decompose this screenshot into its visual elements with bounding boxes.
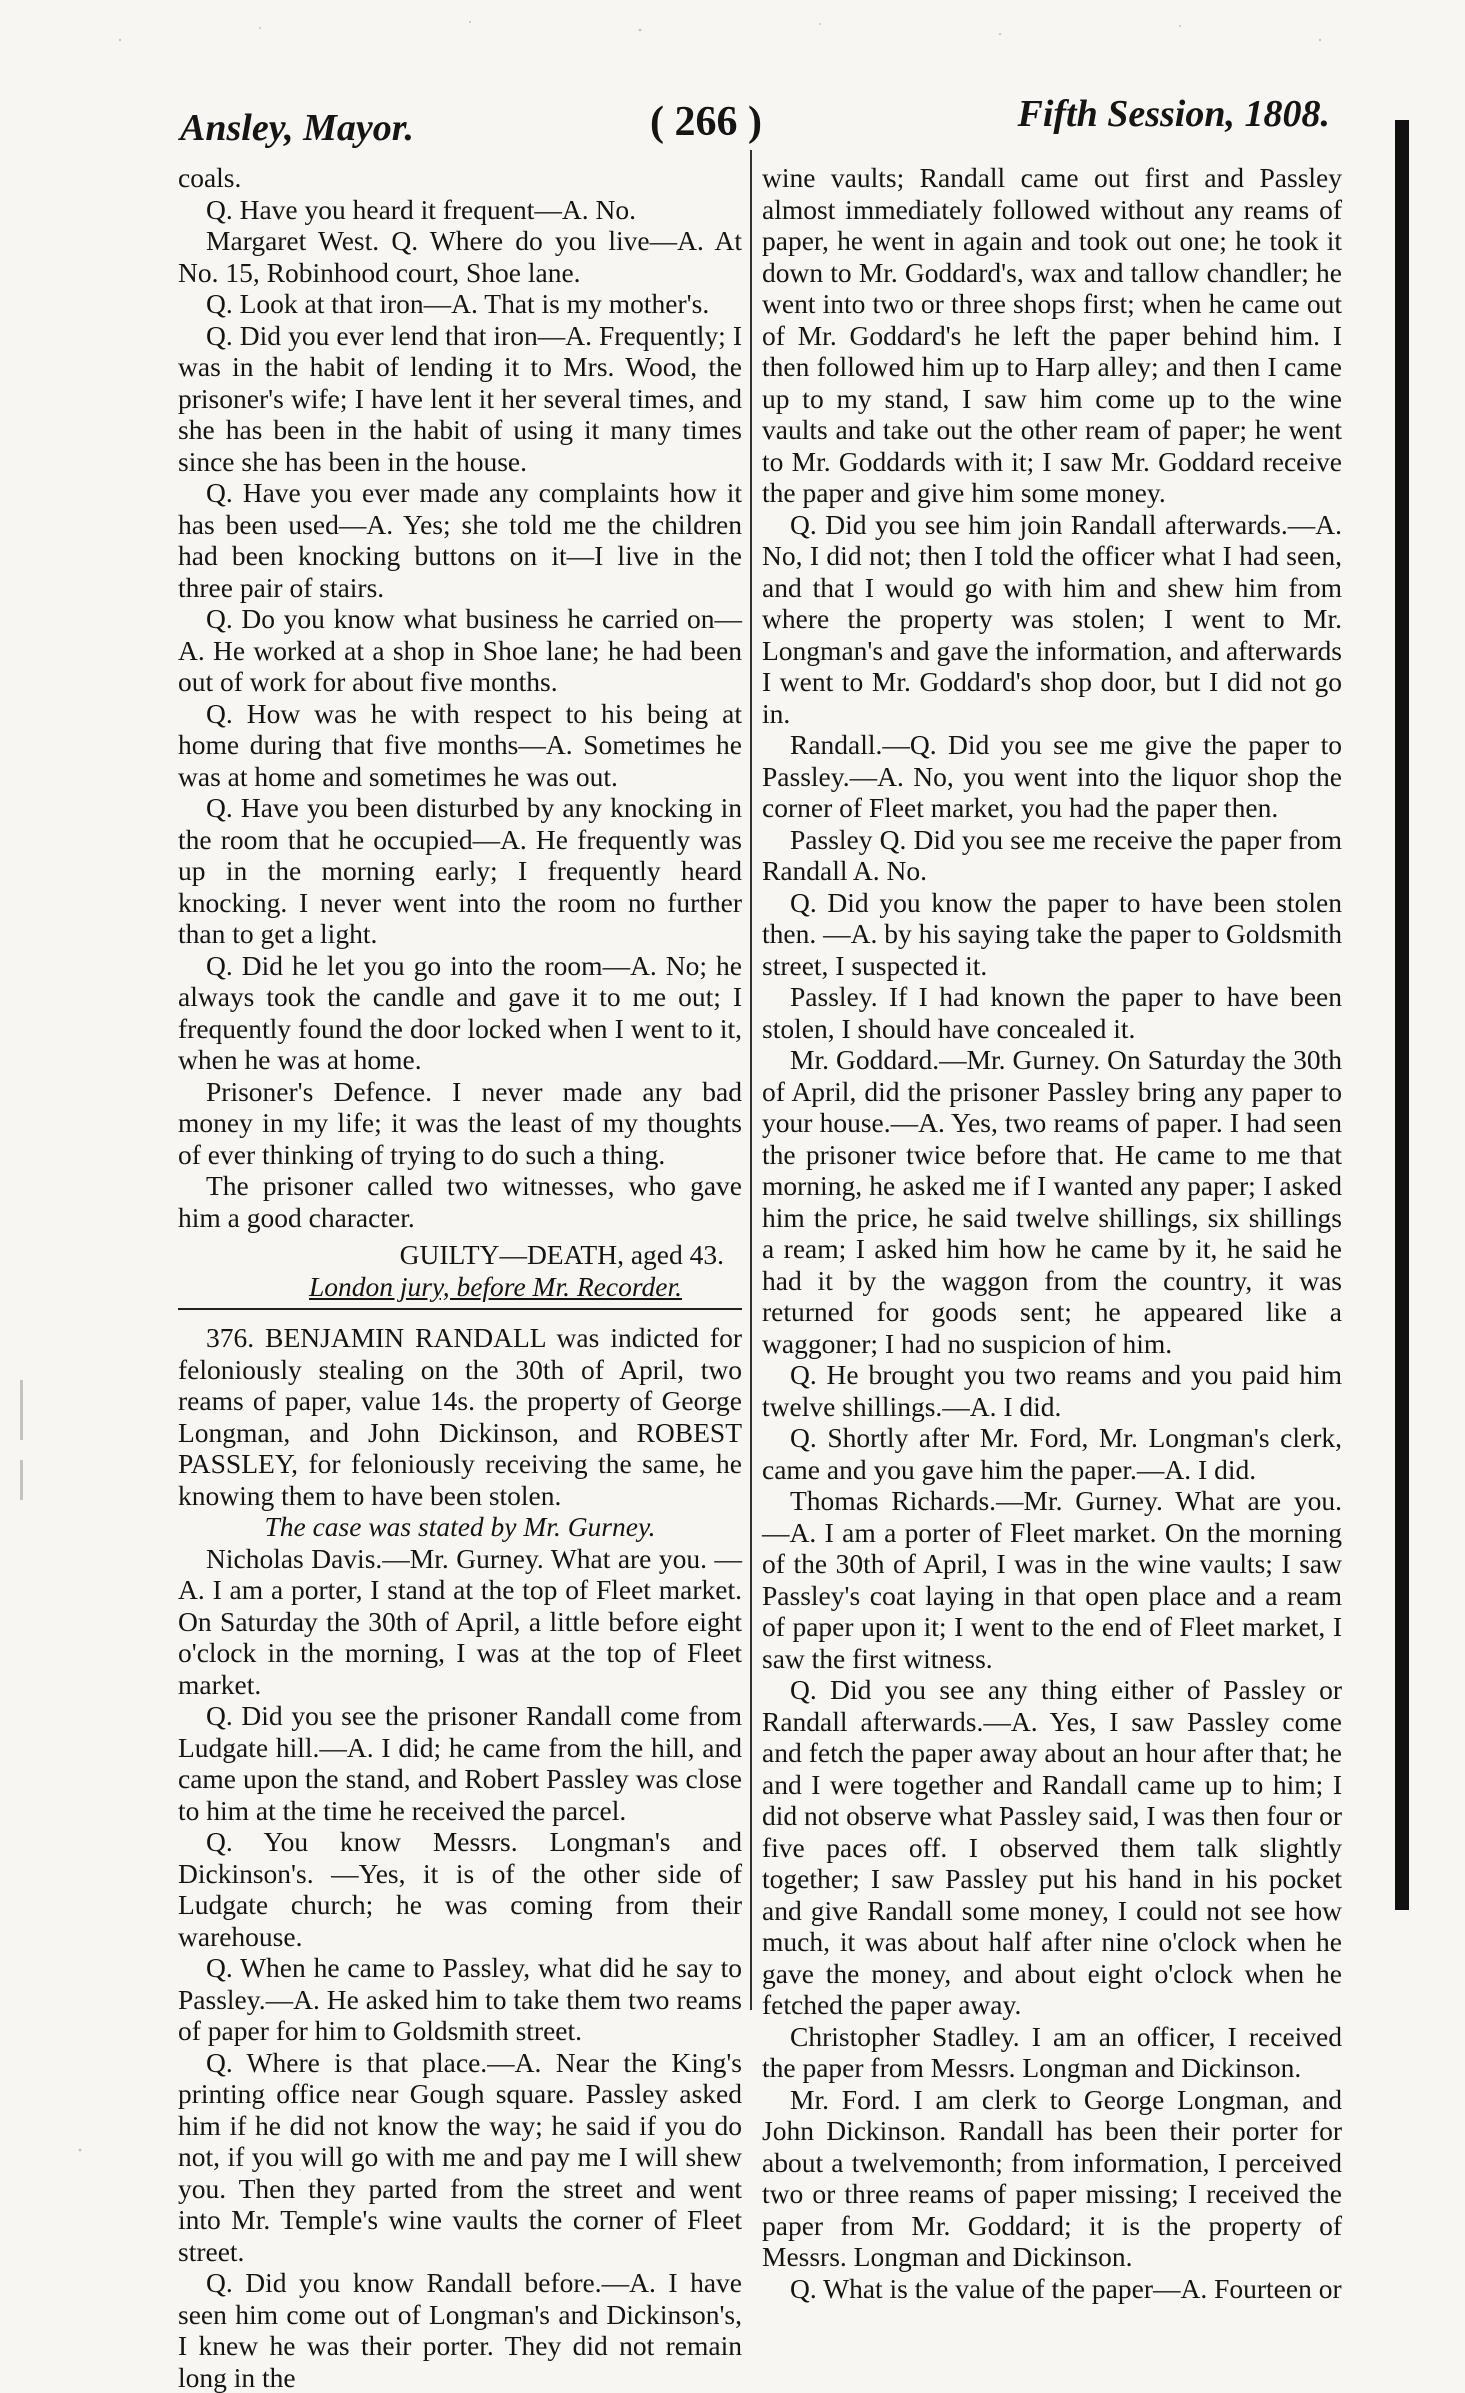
paragraph: Q. When he came to Passley, what did he say to Passley.—A. He asked him to take them two reams of paper for him to Goldsmith street. [178, 1952, 742, 2046]
verdict: GUILTY—DEATH, aged 43. [399, 1239, 724, 1270]
paragraph: Q. Have you ever made any complaints how it has been used—A. Yes; she told me the children had been knocking buttons on it—I live in the three pair of stairs. [178, 477, 742, 603]
paragraph: Q. Did you see any thing either of Passley or Randall afterwards.—A. Yes, I saw Passley come and fetch the paper away about an hour after that; he and I were together and Randall came up to him; I did not observe what Passley said, I was then four or five paces off. I observed them talk slightly together; I saw Passley put his hand in his pocket and give Randall some money, I could not see how much, it was about half after nine o'clock when he gave the money, and about eight o'clock when he fetched the paper away. [762, 1674, 1342, 2020]
paragraph: Q. Look at that iron—A. That is my mother's. [206, 288, 710, 319]
paragraph: wine vaults; Randall came out first and Passley almost immediately followed without any reams of paper, he went in again and took out one; he took it down to Mr. Goddard's, wax and tallow chandler; he went into two or three shops first; when he came out of Mr. Goddard's he left the paper behind him. I then followed him up to Harp alley; and then I came up to my stand, I saw him come up to the wine vaults and take out the other ream of paper; he went to Mr. Goddards with it; I saw Mr. Goddard receive the paper and give him some money. [762, 162, 1342, 508]
page-number: ( 266 ) [650, 99, 762, 145]
paragraph: Passley Q. Did you see me receive the paper from Randall A. No. [762, 823, 1342, 886]
paragraph: Mr. Ford. I am clerk to George Longman, and John Dickinson. Randall has been their porter for about a twelvemonth; from information, I perceived two or three reams of paper missing; I received the paper from Mr. Goddard; it is the property of Messrs. Longman and Dickinson. [762, 2083, 1342, 2272]
right-column [762, 162, 1342, 2304]
jury-line: London jury, before Mr. Recorder. [309, 1270, 682, 1302]
paragraph: Q. Did he let you go into the room—A. No; he always took the candle and gave it to me out; I frequently found the door locked when I went to it, when he was at home. [178, 949, 742, 1075]
paragraph: Q. Do you know what business he carried on—A. He worked at a shop in Shoe lane; he had been out of work for about five months. [178, 603, 742, 697]
paragraph: Q. Shortly after Mr. Ford, Mr. Longman's clerk, came and you gave him the paper.—A. I did. [762, 1422, 1342, 1485]
paragraph: Passley. If I had known the paper to have been stolen, I should have concealed it. [762, 981, 1342, 1044]
paragraph: Q. You know Messrs. Longman's and Dickinson's. —Yes, it is of the other side of Ludgate church; he was coming from their warehouse. [178, 1826, 742, 1952]
section-divider [178, 1308, 742, 1310]
paragraph: Q. How was he with respect to his being at home during that five months—A. Sometimes he was at home and sometimes he was out. [178, 697, 742, 792]
paragraph: coals. [178, 162, 242, 193]
paragraph: The prisoner called two witnesses, who gave him a good character. [178, 1170, 742, 1233]
paragraph: 376. BENJAMIN RANDALL was indicted for feloniously stealing on the 30th of April, two reams of paper, value 14s. the property of George Longman, and John Dickinson, and ROBEST PASSLEY, for feloniously receiving the same, he knowing them to have been stolen. [178, 1322, 742, 1511]
column-rule [750, 150, 752, 2010]
page-header [180, 92, 1330, 162]
paragraph: Thomas Richards.—Mr. Gurney. What are you. —A. I am a porter of Fleet market. On the morning of the 30th of April, I was in the wine vaults; I saw Passley's coat laying in that open place and a ream of paper upon it; I went to the end of Fleet market, I saw the first witness. [762, 1485, 1342, 1674]
paragraph: Nicholas Davis.—Mr. Gurney. What are you. —A. I am a porter, I stand at the top of Fleet market. On Saturday the 30th of April, a little before eight o'clock in the morning, I was at the top of Fleet market. [178, 1542, 742, 1700]
paragraph: Q. Have you been disturbed by any knocking in the room that he occupied—A. He frequently was up in the morning early; I frequently heard knocking. I never went into the room no further than to get a light. [178, 792, 742, 949]
paragraph: Q. Did you ever lend that iron—A. Frequently; I was in the habit of lending it to Mrs. Wood, the prisoner's wife; I have lent it her several times, and she has been in the habit of using it many times since she has been in the house. [178, 319, 742, 477]
paragraph: Christopher Stadley. I am an officer, I received the paper from Messrs. Longman and Dickinson. [762, 2020, 1342, 2083]
paragraph: Q. Did you know the paper to have been stolen then. —A. by his saying take the paper to Goldsmith street, I suspected it. [762, 886, 1342, 981]
paragraph: Randall.—Q. Did you see me give the paper to Passley.—A. No, you went into the liquor shop the corner of Fleet market, you had the paper then. [762, 729, 1342, 823]
case-caption: The case was stated by Mr. Gurney. [264, 1511, 656, 1542]
left-column [178, 162, 742, 2393]
paragraph: Q. He brought you two reams and you paid him twelve shillings.—A. I did. [762, 1359, 1342, 1422]
paragraph: Q. Where is that place.—A. Near the King's printing office near Gough square. Passley asked him if he did not know the way; he said if you do not, if you will go with me and pay me I will shew you. Then they parted from the street and went into Mr. Temple's wine vaults the corner of Fleet street. [178, 2046, 742, 2267]
paragraph: Q. Did you know Randall before.—A. I have seen him come out of Longman's and Dickinson's, I knew he was their porter. They did not remain long in the [178, 2267, 742, 2393]
page-edge-bar [1395, 120, 1409, 1910]
paragraph: Margaret West. Q. Where do you live—A. At No. 15, Robinhood court, Shoe lane. [178, 225, 742, 288]
paragraph: Q. What is the value of the paper—A. Fourteen or [790, 2272, 1342, 2304]
paragraph: Mr. Goddard.—Mr. Gurney. On Saturday the 30th of April, did the prisoner Passley bring any paper to your house.—A. Yes, two reams of paper. I had seen the prisoner twice before that. He came to me that morning, he asked me if I wanted any paper; I asked him the price, he said twelve shillings, six shillings a ream; I asked him how he came by it, he said he had it by the waggon from the country, it was returned for goods sent; he appeared like a waggoner; I had no suspicion of him. [762, 1044, 1342, 1359]
paragraph: Prisoner's Defence. I never made any bad money in my life; it was the least of my thoughts of ever thinking of trying to do such a thing. [178, 1075, 742, 1170]
paragraph: Q. Did you see the prisoner Randall come from Ludgate hill.—A. I did; he came from the hill, and came upon the stand, and Robert Passley was close to him at the time he received the parcel. [178, 1700, 742, 1826]
paragraph: Q. Did you see him join Randall afterwards.—A. No, I did not; then I told the officer what I had seen, and that I would go with him and shew him from where the property was stolen; I went to Mr. Longman's and gave the information, and afterwards I went to Mr. Goddard's shop door, but I did not go in. [762, 508, 1342, 729]
header-left: Ansley, Mayor. [180, 107, 414, 149]
paragraph: Q. Have you heard it frequent—A. No. [206, 193, 636, 225]
header-right: Fifth Session, 1808. [1017, 93, 1330, 135]
